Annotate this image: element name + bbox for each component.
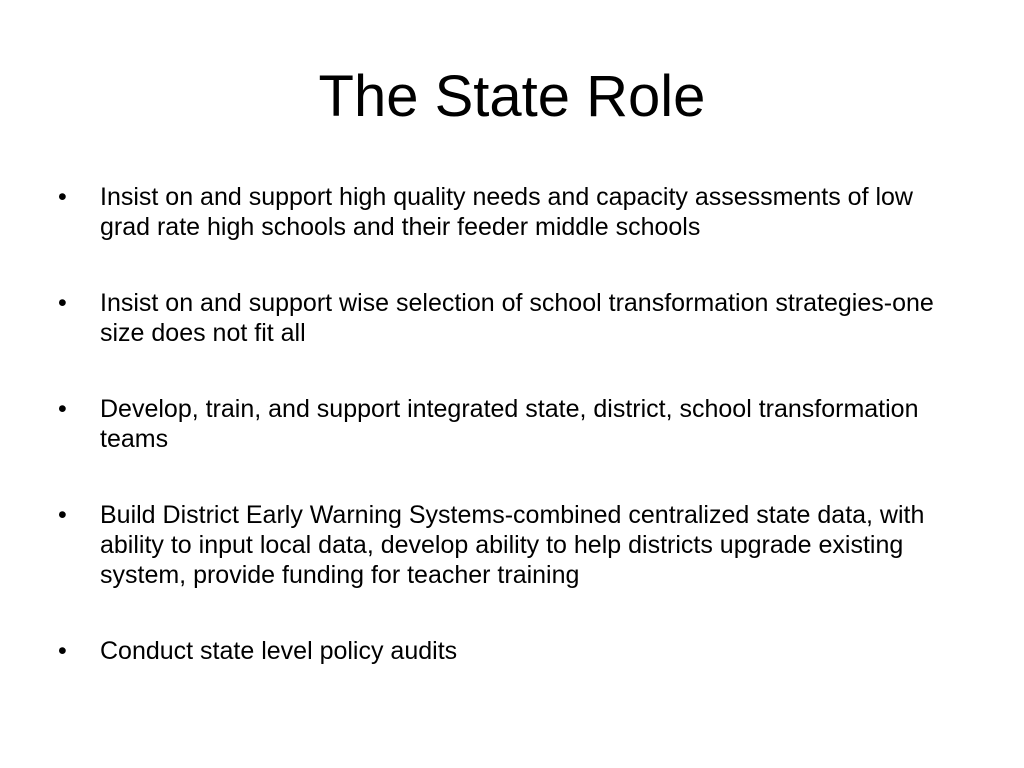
bullet-icon: •: [58, 637, 67, 665]
bullet-item-1: [58, 182, 968, 242]
bullet-item-4: [58, 500, 968, 590]
bullet-text: Build District Early Warning Systems-combined centralized state data, with ability to input local data, develop ability to help districts upgrade existing system, provide funding for teacher training: [100, 501, 925, 589]
bullet-item-3: [58, 394, 968, 454]
bullet-icon: •: [58, 183, 67, 211]
bullet-text: Insist on and support wise selection of school transformation strategies-one size does not fit all: [100, 289, 934, 347]
bullet-icon: •: [58, 501, 67, 529]
bullet-icon: •: [58, 289, 67, 317]
slide-title: The State Role: [318, 64, 706, 129]
bullet-icon: •: [58, 395, 67, 423]
bullet-list: [58, 182, 968, 666]
bullet-text: Conduct state level policy audits: [100, 637, 458, 665]
bullet-text: Develop, train, and support integrated state, district, school transformation teams: [100, 395, 919, 453]
bullet-item-2: [58, 288, 968, 348]
bullet-item-5: [58, 636, 968, 666]
bullet-text: Insist on and support high quality needs and capacity assessments of low grad rate high schools and their feeder middle schools: [100, 183, 913, 241]
